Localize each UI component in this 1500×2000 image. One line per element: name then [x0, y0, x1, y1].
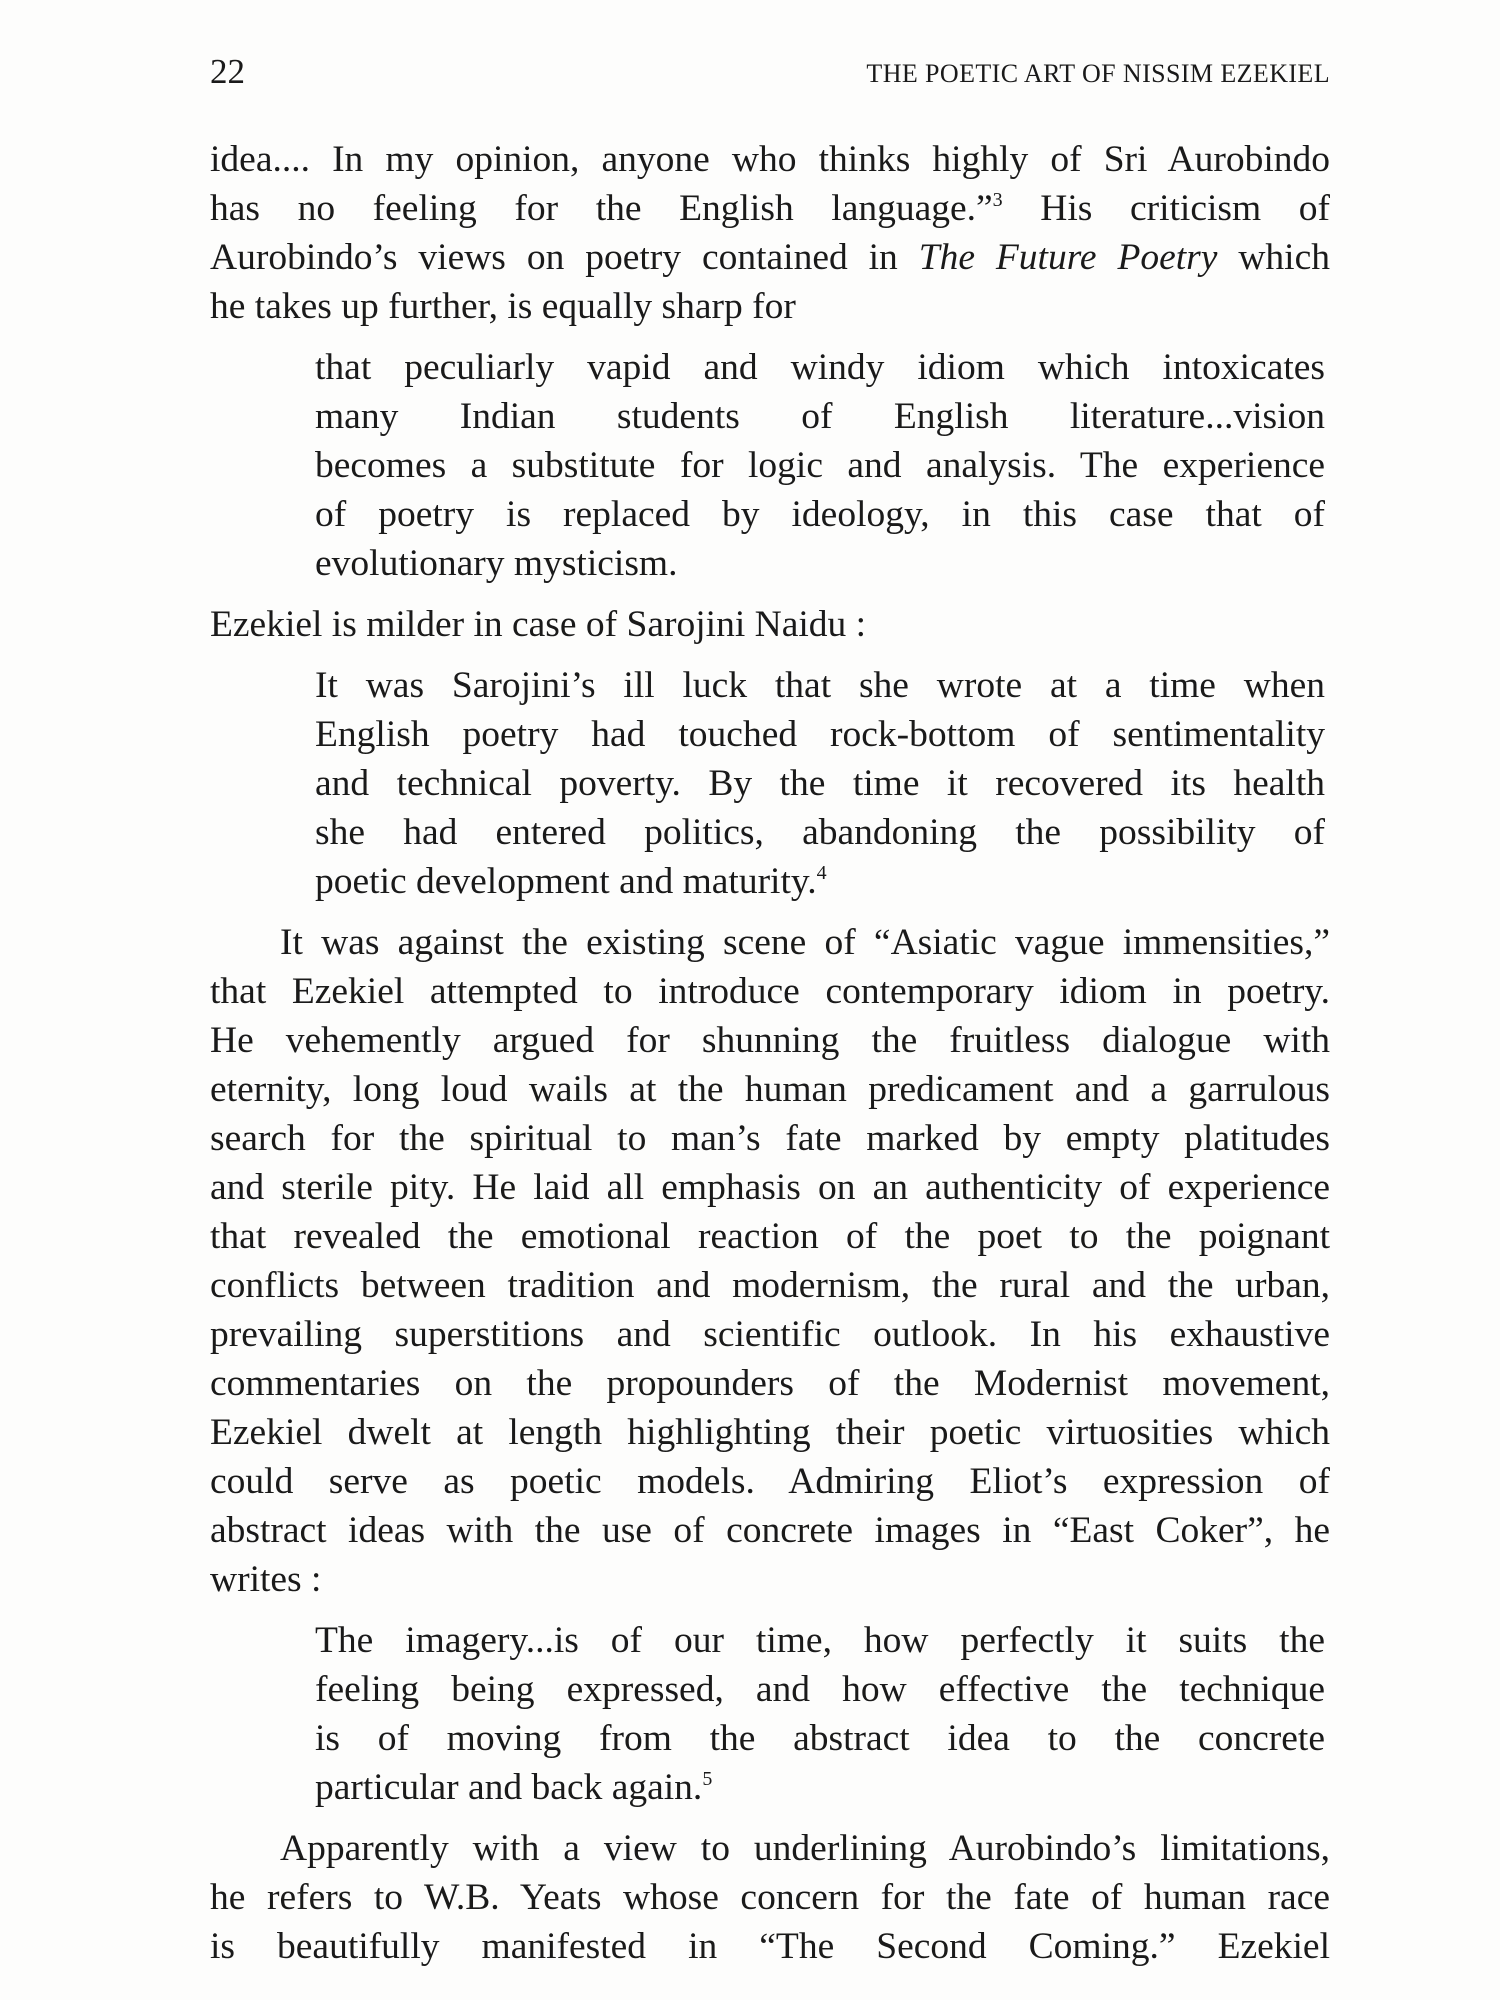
text-line: is beautifully manifested in “The Second Coming.” Ezekiel: [210, 1926, 1330, 1967]
footnote-marker: 3: [992, 189, 1003, 211]
text-line: eternity, long loud wails at the human predicament and a garrulous: [210, 1069, 1330, 1110]
text-line: could serve as poetic models. Admiring Eliot’s expression of: [210, 1461, 1330, 1502]
quote-line: she had entered politics, abandoning the possibility of: [315, 812, 1325, 853]
text-line: that revealed the emotional reaction of the poet to the poignant: [210, 1216, 1330, 1257]
footnote-marker: 5: [702, 1768, 713, 1790]
text-line: Apparently with a view to underlining Aurobindo’s limitations,: [280, 1828, 1330, 1869]
footnote-marker: 4: [816, 862, 827, 884]
book-title-italic: The Future Poetry: [918, 237, 1218, 278]
page-number: 22: [210, 52, 245, 91]
quote-line: It was Sarojini’s ill luck that she wrote at a time when: [315, 665, 1325, 706]
text-line: commentaries on the propounders of the Modernist movement,: [210, 1363, 1330, 1404]
text-line: idea.... In my opinion, anyone who thinks highly of Sri Aurobindo: [210, 139, 1330, 180]
quote-line: feeling being expressed, and how effective the technique: [315, 1669, 1325, 1710]
quote-line: and technical poverty. By the time it recovered its health: [315, 763, 1325, 804]
text-line: It was against the existing scene of “Asiatic vague immensities,”: [280, 922, 1330, 963]
paragraph-continuation: [210, 135, 1330, 331]
quote-line: [315, 1763, 1325, 1812]
text-line: and sterile pity. He laid all emphasis on an authenticity of experience: [210, 1167, 1330, 1208]
text-line: prevailing superstitions and scientific outlook. In his exhaustive: [210, 1314, 1330, 1355]
running-title: THE POETIC ART OF NISSIM EZEKIEL: [866, 59, 1330, 88]
block-quote: [315, 343, 1325, 588]
body-text: [210, 135, 1330, 1971]
quote-line: becomes a substitute for logic and analysis. The experience: [315, 445, 1325, 486]
running-head: [210, 44, 1330, 94]
text-line: writes :: [210, 1559, 322, 1600]
paragraph: [210, 918, 1330, 1604]
quote-line: many Indian students of English literature...vision: [315, 396, 1325, 437]
quote-line: The imagery...is of our time, how perfectly it suits the: [315, 1620, 1325, 1661]
text-line: search for the spiritual to man’s fate marked by empty platitudes: [210, 1118, 1330, 1159]
text-fragment: particular and back again.: [315, 1767, 703, 1808]
text-fragment: Aurobindo’s views on poetry contained in: [210, 237, 919, 278]
text-line: Ezekiel dwelt at length highlighting their poetic virtuosities which: [210, 1412, 1330, 1453]
block-quote: [315, 661, 1325, 906]
quote-line: [315, 857, 1325, 906]
text-line: Ezekiel is milder in case of Sarojini Naidu :: [210, 604, 867, 645]
text-fragment: has no feeling for the English language.”: [210, 188, 993, 229]
text-line: He vehemently argued for shunning the fruitless dialogue with: [210, 1020, 1330, 1061]
text-line: abstract ideas with the use of concrete images in “East Coker”, he: [210, 1510, 1330, 1551]
text-line: he takes up further, is equally sharp for: [210, 286, 796, 327]
quote-line: of poetry is replaced by ideology, in this case that of: [315, 494, 1325, 535]
quote-line: is of moving from the abstract idea to the concrete: [315, 1718, 1325, 1759]
paragraph: [210, 600, 1330, 649]
paragraph: [210, 1824, 1330, 1971]
text-line: he refers to W.B. Yeats whose concern for the fate of human race: [210, 1877, 1330, 1918]
text-fragment: which: [1217, 237, 1330, 278]
block-quote: [315, 1616, 1325, 1812]
quote-line: English poetry had touched rock-bottom of sentimentality: [315, 714, 1325, 755]
text-fragment: poetic development and maturity.: [315, 861, 817, 902]
quote-line: evolutionary mysticism.: [315, 543, 678, 584]
text-line: conflicts between tradition and modernism, the rural and the urban,: [210, 1265, 1330, 1306]
quote-line: that peculiarly vapid and windy idiom which intoxicates: [315, 347, 1325, 388]
text-fragment: His criticism of: [1002, 188, 1330, 229]
text-line: [210, 233, 1330, 282]
text-line: [210, 184, 1330, 233]
text-line: that Ezekiel attempted to introduce contemporary idiom in poetry.: [210, 971, 1330, 1012]
